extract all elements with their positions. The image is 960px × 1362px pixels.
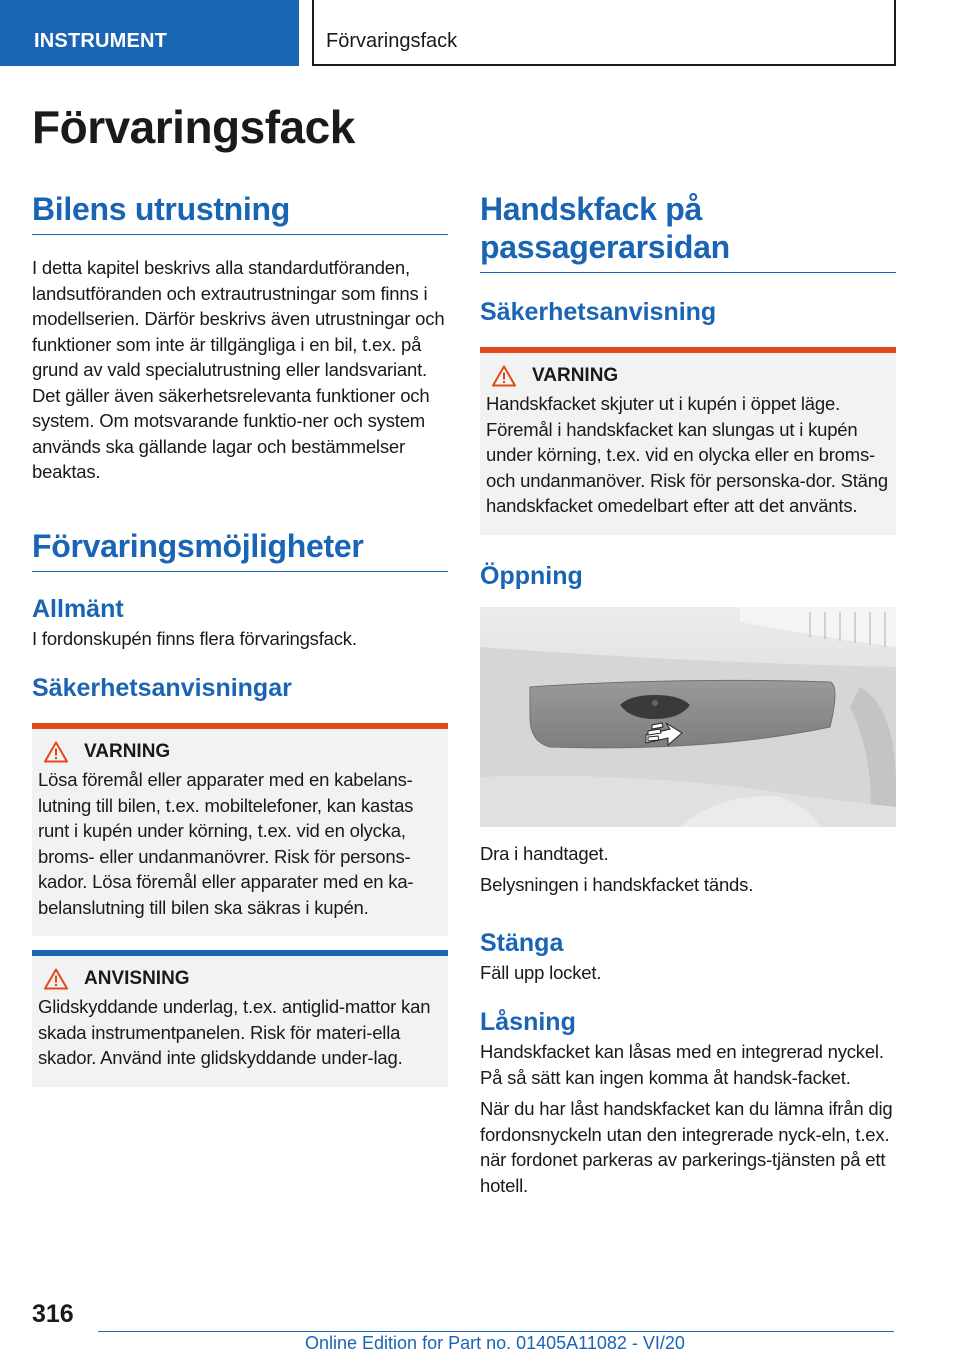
right-warning-text: Handskfacket skjuter ut i kupén i öppet läge. Föremål i handskfacket kan slungas ut i kupén under körning, t.ex. vid en olycka eller en broms- och undanmanöver. Risk för personska-dor. Stäng handskfacket omedelbart efter att det använts. (486, 393, 888, 516)
section-tab[interactable]: Förvaringsfack (312, 0, 896, 66)
notice-label: ANVISNING (84, 968, 190, 989)
edition-text: Online Edition for Part no. 01405A11082 - VI/20 (305, 1333, 685, 1353)
glovebox-photo (480, 607, 896, 827)
safety-heading: Säkerhetsanvisningar (32, 674, 292, 702)
opening-step-2: Belysningen i handskfacket tänds. (480, 874, 754, 895)
storage-heading: Förvaringsmöjligheter (32, 527, 448, 572)
glovebox-illustration (480, 607, 896, 827)
closing-text: Fäll upp locket. (480, 961, 602, 983)
right-column (480, 190, 896, 1198)
page-title: Förvaringsfack (32, 101, 355, 153)
equipment-text: I detta kapitel beskrivs alla standardutföranden, landsutföranden och extrautrustningar som finns i modellserien. Därför beskrivs även utrustningar och funktioner som inte är tillgängliga i en bil, t.ex. på grund av vald specialutrustning eller landsvariant. Det gäller även säkerhetsrelevanta funktioner och system. Om motsvarande funktio-ner och system används ska gällande lagar och bestämmelser beaktas. (32, 257, 445, 482)
closing-heading: Stänga (480, 928, 564, 957)
locking-text-1: Handskfacket kan låsas med en integrerad nyckel. På så sätt kan ingen komma åt handsk-facket. (480, 1041, 884, 1088)
notice-header (38, 968, 440, 990)
warning-header (38, 741, 440, 763)
notice-text: Glidskyddande underlag, t.ex. antiglid-mattor kan skada instrumentpanelen. Risk för materi-ella skador. Använd inte glidskyddande under-lag. (38, 996, 431, 1068)
right-warning-box (480, 347, 896, 535)
general-heading: Allmänt (32, 594, 124, 623)
warning-label: VARNING (84, 741, 171, 762)
notice-box (32, 950, 448, 1087)
opening-step-1: Dra i handtaget. (480, 842, 609, 864)
left-column (32, 190, 448, 1087)
equipment-heading: Bilens utrustning (32, 190, 448, 235)
right-warning-header (486, 365, 888, 387)
page-number: 316 (32, 1300, 74, 1328)
chapter-tab[interactable]: INSTRUMENT (0, 0, 299, 66)
glovebox-heading: Handskfack på passagerarsidan (480, 190, 896, 273)
warning-text: Lösa föremål eller apparater med en kabelans-lutning till bilen, t.ex. mobiltelefoner, kan kastas runt i kupén under körning, t.ex. vid en olycka, broms- eller undanmanövrer. Risk för persons-kador. Lösa föremål eller apparater med en ka-belanslutning till bilen ska säkras i kupén. (38, 769, 414, 918)
general-text: I fordonskupén finns flera förvaringsfack. (32, 627, 357, 649)
right-safety-heading: Säkerhetsanvisning (480, 298, 717, 326)
opening-heading: Öppning (480, 561, 583, 590)
locking-text-2: När du har låst handskfacket kan du lämna ifrån dig fordonsnyckeln utan den integrerade nyck-eln, t.ex. när fordonet parkeras av parkerings-tjänsten på ett hotell. (480, 1098, 893, 1196)
notice-triangle-icon (44, 968, 68, 990)
warning-triangle-icon (492, 365, 516, 387)
right-warning-label: VARNING (532, 365, 619, 386)
footer-divider (98, 1331, 894, 1332)
page-header (0, 0, 960, 66)
warning-triangle-icon (44, 741, 68, 763)
locking-heading: Låsning (480, 1008, 576, 1036)
warning-box (32, 723, 448, 936)
